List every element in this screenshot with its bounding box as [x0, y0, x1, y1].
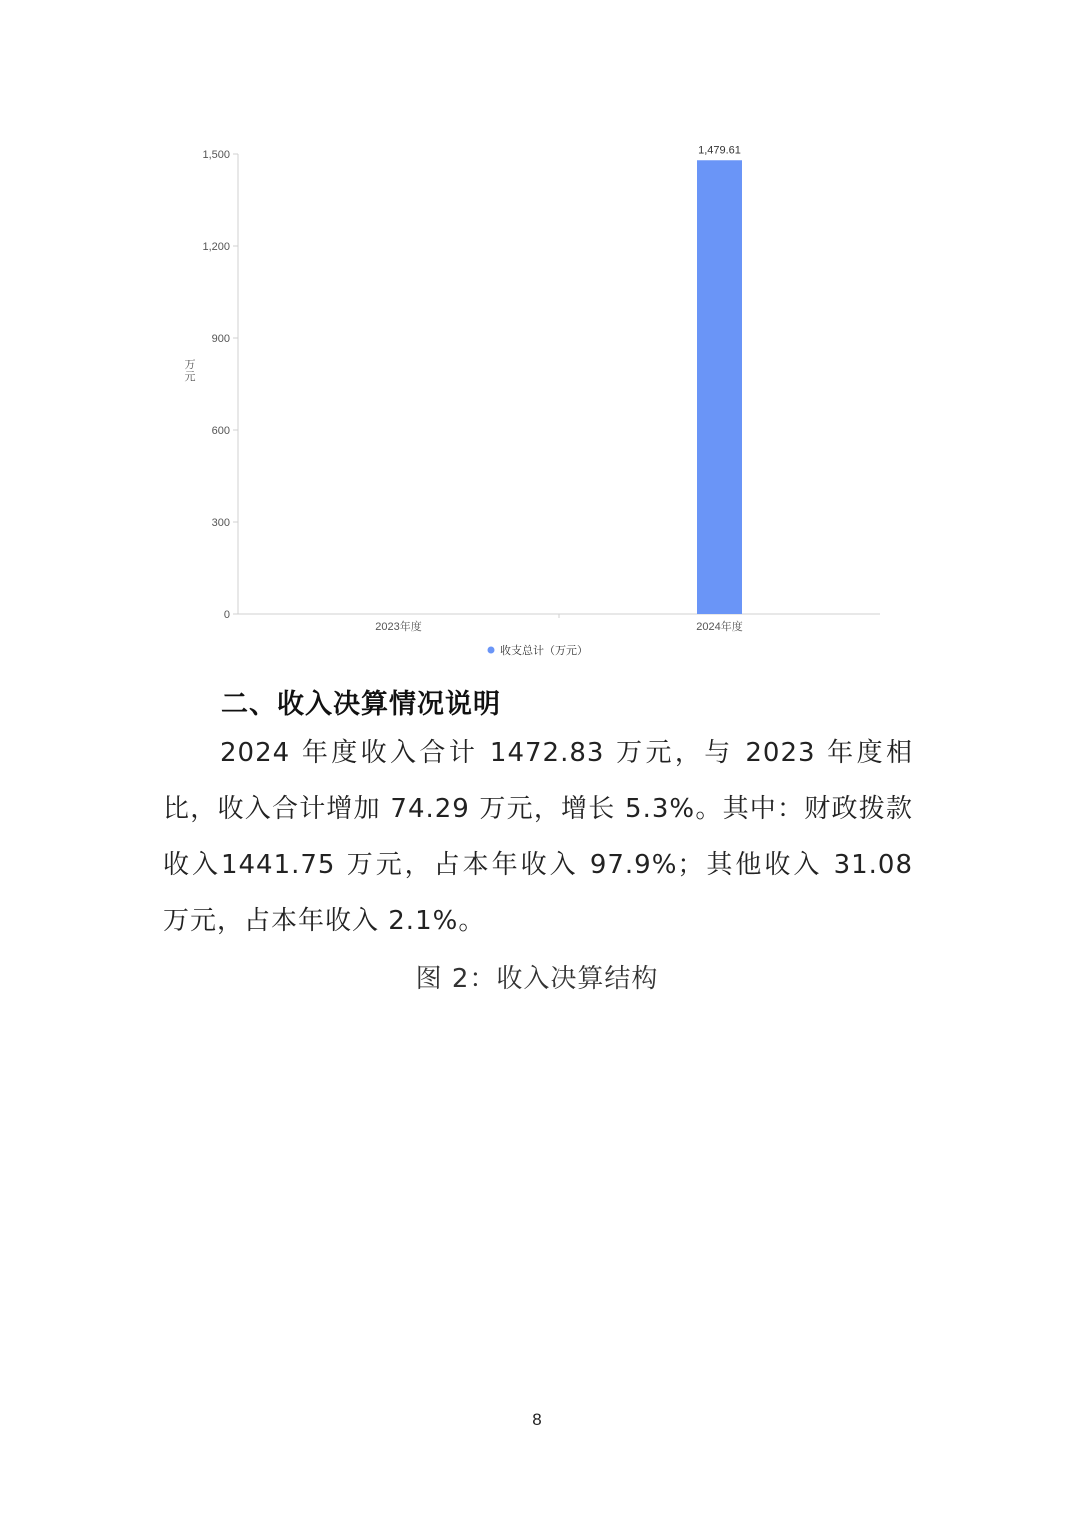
chart-legend	[488, 643, 589, 657]
data-label: 1,479.61	[698, 144, 741, 157]
y-tick-label: 1,200	[202, 241, 230, 253]
bar	[697, 160, 742, 614]
legend-label: 收支总计（万元）	[500, 645, 588, 657]
y-tick-label: 1,500	[202, 149, 230, 161]
y-tick-label: 0	[223, 609, 230, 621]
y-axis-title: 万元	[184, 359, 196, 383]
figure-caption: 图 2：收入决算结构	[415, 964, 659, 994]
page-number: 8	[532, 1410, 542, 1429]
y-tick-label: 300	[211, 517, 230, 529]
x-tick-label: 2023年度	[375, 621, 422, 633]
y-tick-label: 900	[211, 333, 230, 345]
section-heading: 二、收入决算情况说明	[221, 689, 501, 720]
bar-series	[697, 160, 742, 614]
bar-chart	[0, 0, 1074, 670]
y-axis	[185, 149, 239, 621]
legend-marker	[488, 647, 495, 654]
x-tick-label: 2024年度	[696, 621, 743, 633]
income-summary-paragraph: 2024 年度收入合计 1472.83 万元，与 2023 年度相比，收入合计增加 74.29 万元，增长 5.3%。其中：财政拨款收入1441.75 万元，占本年收入 97.9%；其他收入 31.08 万元，占本年收入 2.1%。	[163, 738, 913, 936]
y-tick-label: 600	[211, 425, 230, 437]
data-labels	[698, 144, 741, 156]
x-axis	[238, 614, 880, 633]
